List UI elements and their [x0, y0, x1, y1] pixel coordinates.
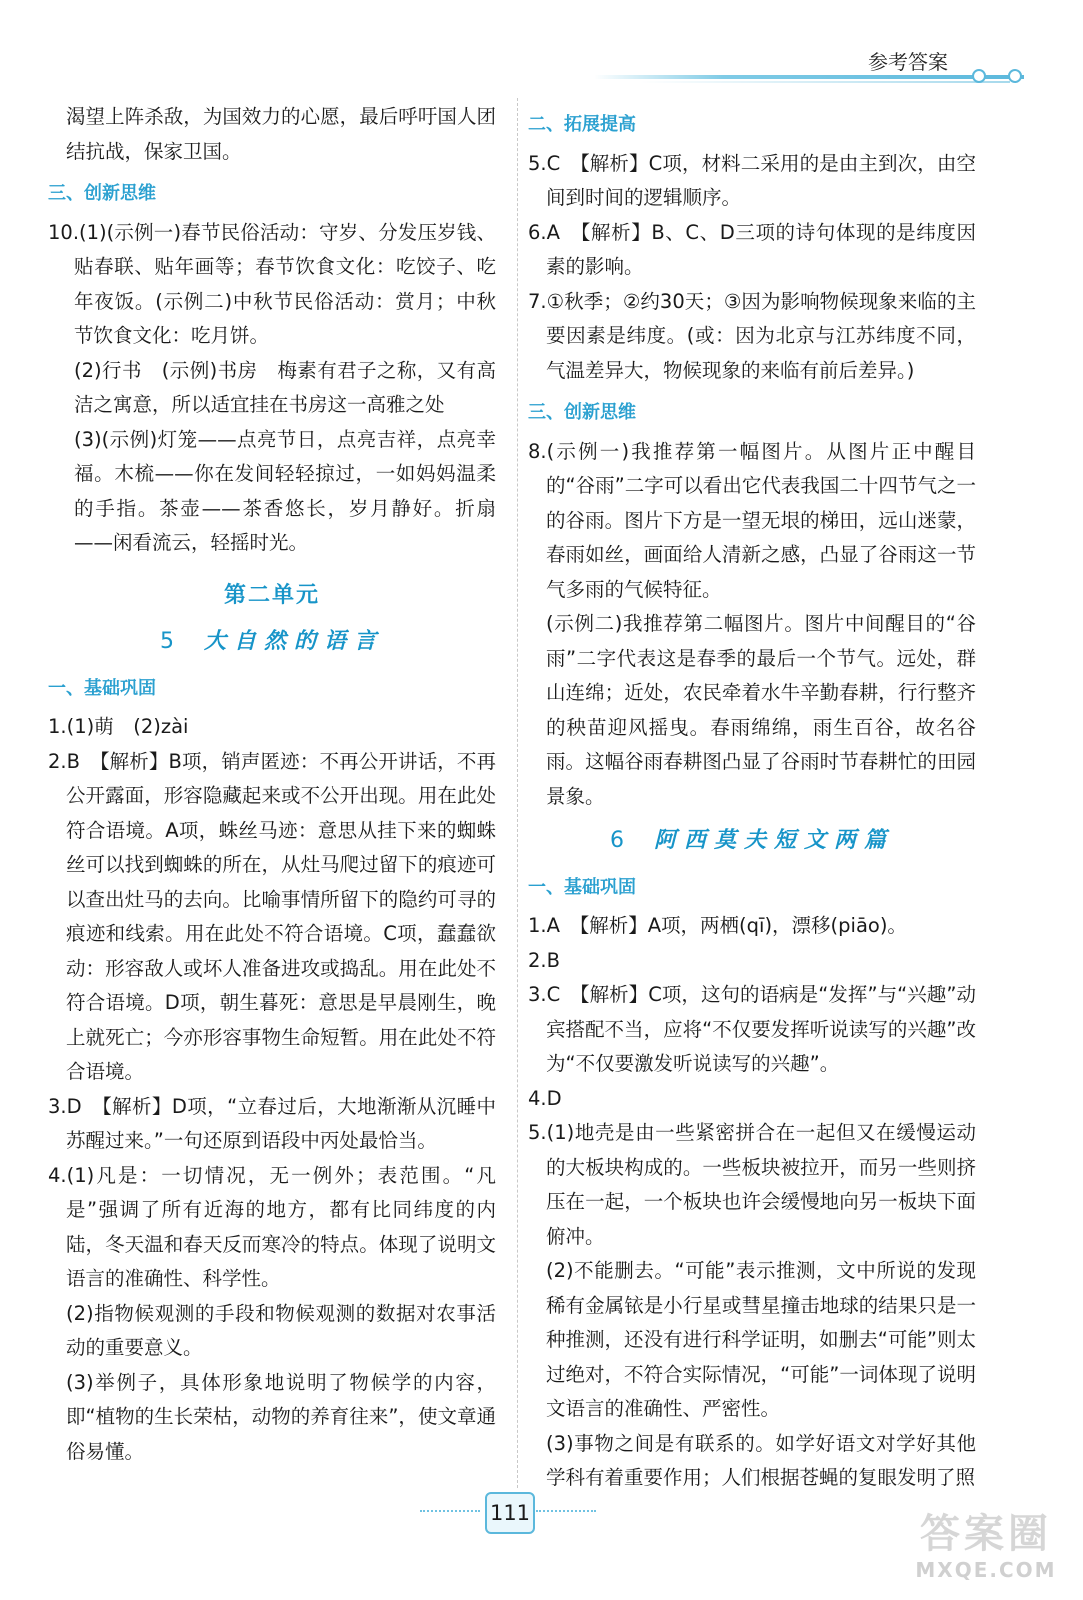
header-decor-line	[594, 75, 1024, 79]
header-title: 参考答案	[868, 50, 948, 74]
unit-title: 第二单元	[223, 582, 320, 608]
answer-q7: 7.①秋季；②约30天；③因为影响物候现象来临的主要因素是纬度。(或：因为北京与江苏纬度不同，气温差异大，物候现象的来临有前后差异。)	[528, 289, 976, 382]
lesson-title	[48, 625, 496, 660]
lesson-number: 5	[159, 629, 174, 654]
section-heading: 三、创新思维	[528, 402, 636, 423]
answer-q10-3: (3)(示例)灯笼——点亮节日，点亮吉祥，点亮幸福。木梳——你在发间轻轻掠过，一如妈妈温柔的手指。茶壶——茶香悠长，岁月静好。折扇——闲看流云，轻摇时光。	[74, 427, 496, 554]
section-heading: 一、基础巩固	[528, 876, 636, 898]
lesson-name: 大自然的语言	[203, 629, 384, 654]
column-divider	[517, 98, 518, 1488]
answer-q3: 3.D 【解析】D项，“立春过后，大地渐渐从沉睡中苏醒过来。”一句还原到语段中丙处最恰当。	[48, 1094, 496, 1152]
answer-q5-3: (3)事物之间是有联系的。如学好语文对学好其他学科有着重要作用；人们根据苍蝇的复眼发明了照	[546, 1431, 976, 1489]
right-column	[528, 100, 976, 1496]
watermark-logo: 答案圈	[920, 1511, 1052, 1557]
footer-decor-line	[536, 1510, 596, 1512]
left-column	[48, 100, 496, 1469]
page-number: 111	[485, 1492, 535, 1534]
answer-q8-1: 8.(示例一)我推荐第一幅图片。从图片正中醒目的“谷雨”二字可以看出它代表我国二十四节气之一的谷雨。图片下方是一望无垠的梯田，远山迷蒙，春雨如丝，画面给人清新之感，凸显了谷雨这一节气多雨的气候特征。	[528, 439, 976, 601]
answer-q6: 6.A 【解析】B、C、D三项的诗句体现的是纬度因素的影响。	[528, 220, 976, 278]
page-footer	[430, 1488, 590, 1538]
answer-q10-2: (2)行书 (示例)书房 梅素有君子之称，又有高洁之寓意，所以适宜挂在书房这一高雅之处	[74, 358, 496, 416]
answer-q5: 5.C 【解析】C项，材料二采用的是由主到次，由空间到时间的逻辑顺序。	[528, 151, 976, 209]
answer-q4-1: 4.(1)凡是：一切情况，无一例外；表范围。“凡是”强调了所有近海的地方，都有比同纬度的内陆，冬天温和春天反而寒冷的特点。体现了说明文语言的准确性、科学性。	[48, 1163, 496, 1290]
page-header	[580, 40, 1050, 90]
answer-q2: 2.B	[528, 948, 560, 972]
answer-q4-3: (3)举例子，具体形象地说明了物候学的内容，即“植物的生长荣枯，动物的养育往来”，使文章通俗易懂。	[66, 1370, 496, 1463]
section-heading: 二、拓展提高	[528, 114, 636, 135]
answer-q1: 1.A 【解析】A项，两栖(qī)，漂移(piāo)。	[528, 914, 907, 937]
answer-q1: 1.(1)萌 (2)zài	[48, 715, 189, 738]
watermark-url: MXQE.COM	[915, 1558, 1057, 1582]
lesson-title	[528, 824, 976, 859]
answer-q2: 2.B 【解析】B项，销声匿迹：不再公开讲话，不再公开露面，形容隐藏起来或不公开出现。用在此处符合语境。A项，蛛丝马迹：意思从挂下来的蜘蛛丝可以找到蜘蛛的所在，从灶马爬过留下的痕迹可以查出灶马的去向。比喻事情所留下的隐约可寻的痕迹和线索。用在此处不符合语境。C项，蠢蠢欲动：形容敌人或坏人准备进攻或捣乱。用在此处不符合语境。D项，朝生暮死：意思是早晨刚生，晚上就死亡；今亦形容事物生命短暂。用在此处不符合语境。	[48, 749, 496, 1083]
header-decor-dot-icon	[1008, 69, 1022, 83]
section-heading: 一、基础巩固	[48, 677, 156, 699]
answer-q8-2: (示例二)我推荐第二幅图片。图片中间醒目的“谷雨”二字代表这是春季的最后一个节气。远处，群山连绵；近处，农民牵着水牛辛勤春耕，行行整齐的秧苗迎风摇曳。春雨绵绵，雨生百谷，故名谷雨。这幅谷雨春耕图凸显了谷雨时节春耕忙的田园景象。	[546, 612, 976, 808]
answer-q4: 4.D	[528, 1086, 562, 1110]
lesson-number: 6	[609, 828, 624, 853]
footer-decor-line	[420, 1510, 480, 1512]
answer-q3: 3.C 【解析】C项，这句的语病是“发挥”与“兴趣”动宾搭配不当，应将“不仅要发挥听说读写的兴趣”改为“不仅要激发听说读写的兴趣”。	[528, 983, 976, 1075]
header-decor-dot-icon	[972, 69, 986, 83]
answer-q5-2: (2)不能删去。“可能”表示推测，文中所说的发现稀有金属铱是小行星或彗星撞击地球的结果只是一种推测，还没有进行科学证明，如删去“可能”则太过绝对，不符合实际情况，“可能”一词体现了说明文语言的准确性、严密性。	[546, 1259, 976, 1420]
section-heading: 三、创新思维	[48, 183, 156, 204]
lesson-name: 阿西莫夫短文两篇	[653, 828, 894, 853]
answer-text: 渴望上阵杀敌，为国效力的心愿，最后呼吁国人团结抗战，保家卫国。	[66, 105, 496, 163]
answer-q10-1: 10.(1)(示例一)春节民俗活动：守岁、分发压岁钱、贴春联、贴年画等；春节饮食文化：吃饺子、吃年夜饭。(示例二)中秋节民俗活动：赏月；中秋节饮食文化：吃月饼。	[48, 220, 496, 347]
answer-q4-2: (2)指物候观测的手段和物候观测的数据对农事活动的重要意义。	[66, 1301, 496, 1359]
header-decor-line-thin	[640, 81, 1010, 83]
answer-q5-1: 5.(1)地壳是由一些紧密拼合在一起但又在缓慢运动的大板块构成的。一些板块被拉开，而另一些则挤压在一起，一个板块也许会缓慢地向另一板块下面俯冲。	[528, 1121, 976, 1248]
watermark	[901, 1510, 1071, 1590]
